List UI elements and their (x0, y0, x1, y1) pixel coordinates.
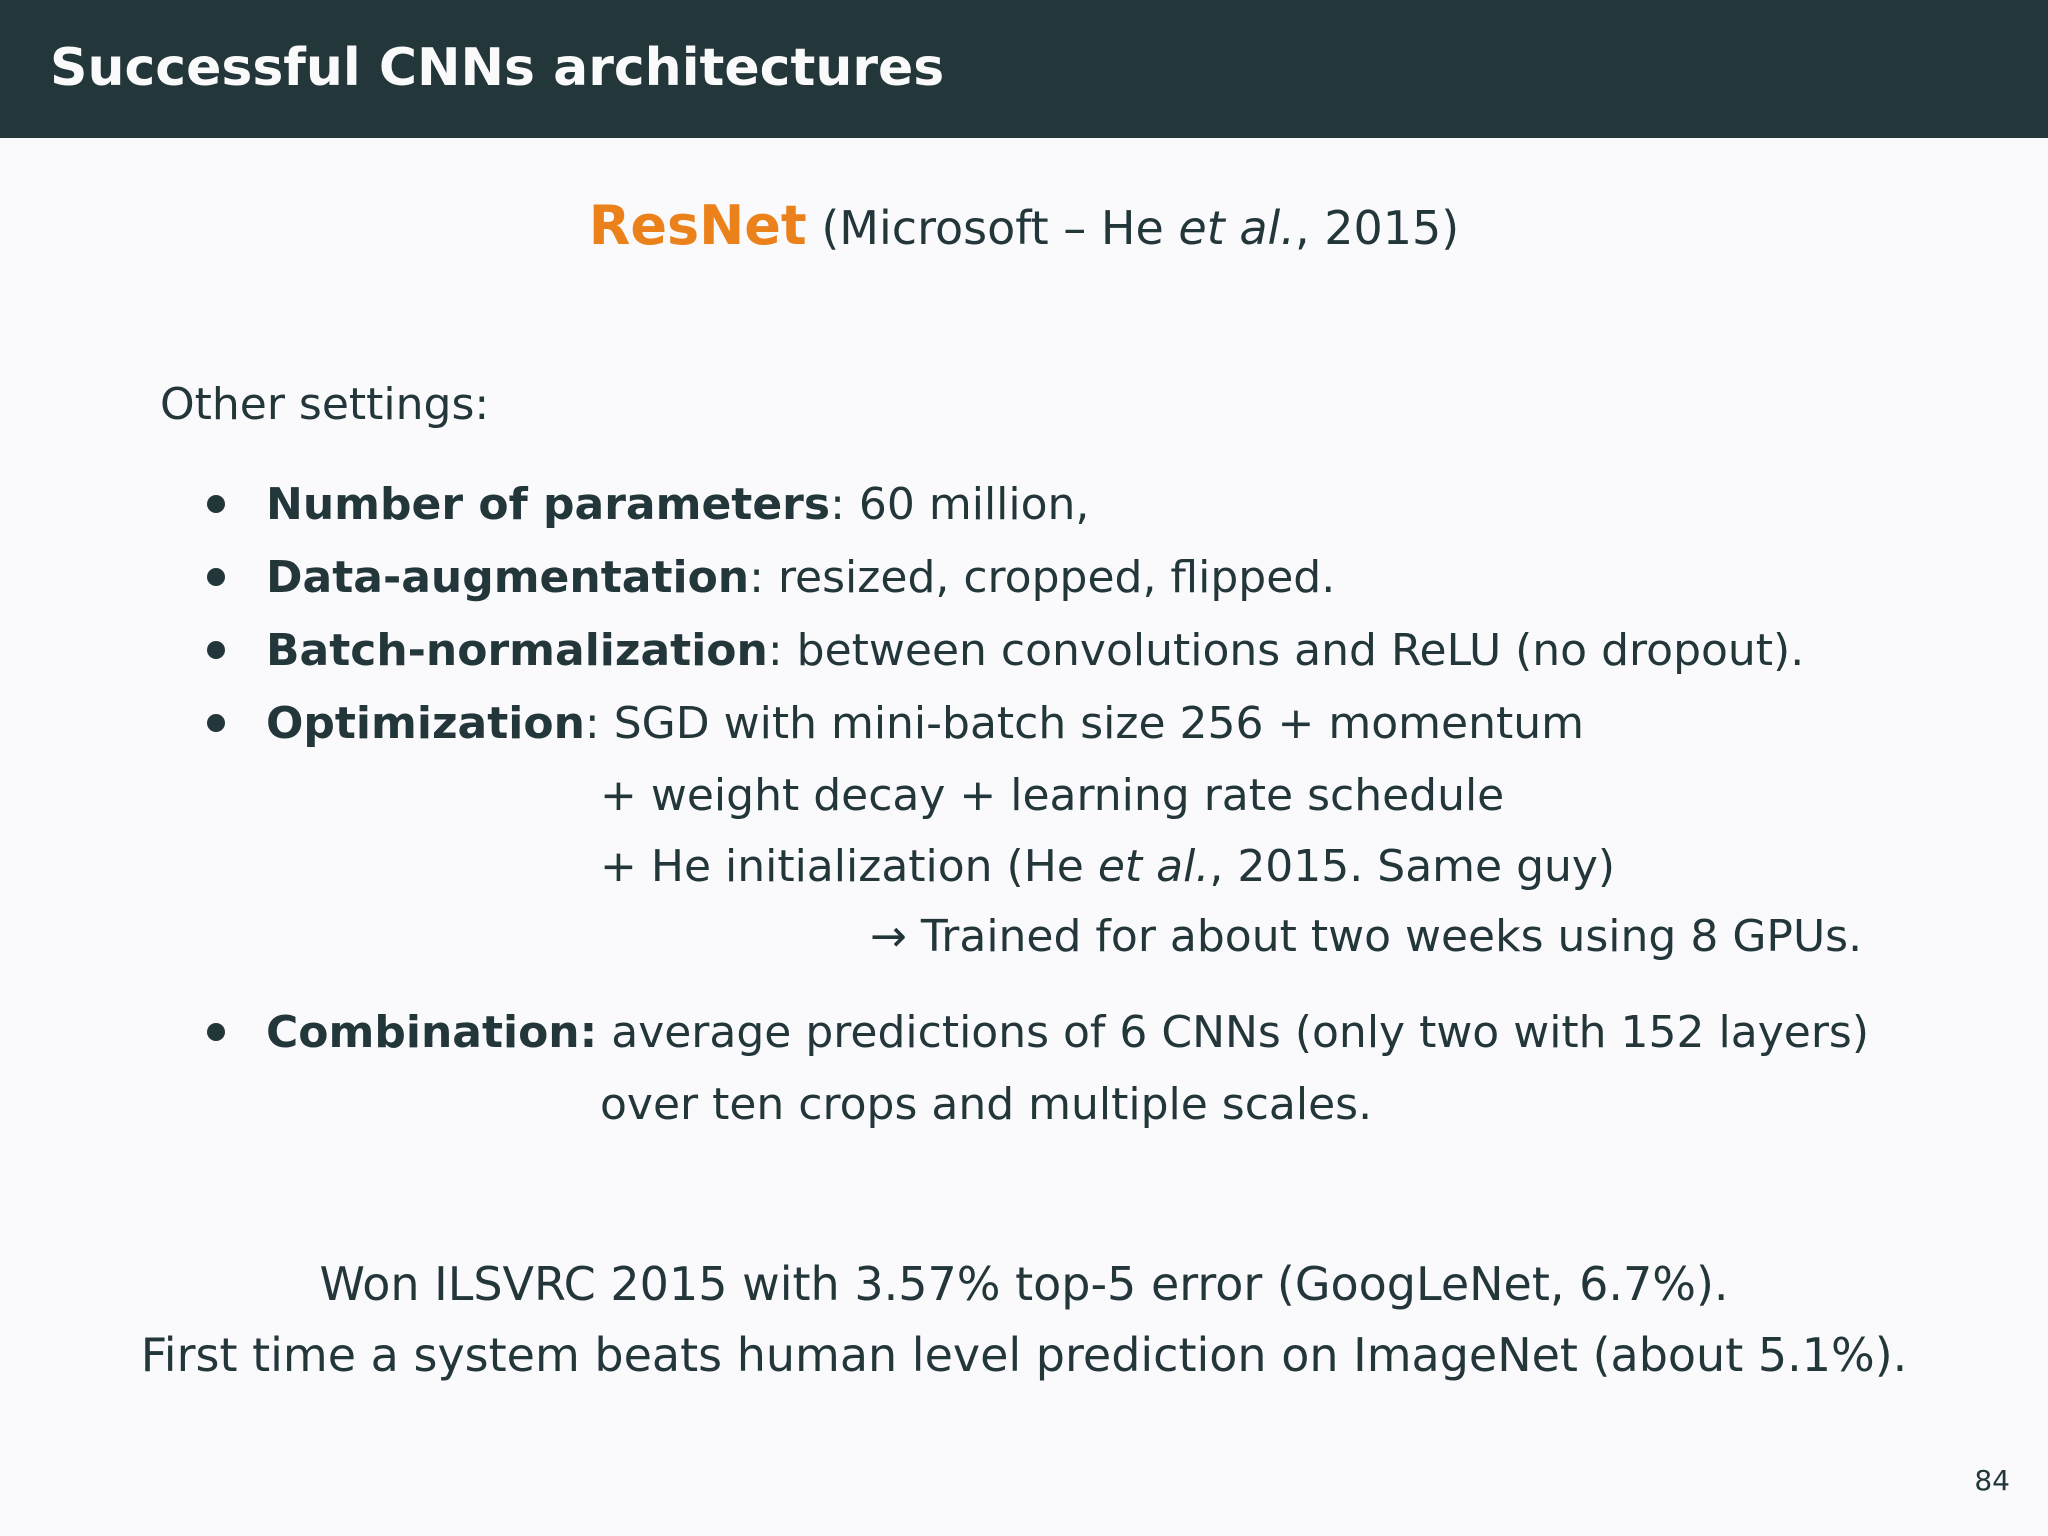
bullet-icon (207, 1023, 225, 1041)
bullet-text: average predictions of 6 CNNs (only two with 152 layers) (611, 1007, 1869, 1058)
footer-line-2: First time a system beats human level prediction on ImageNet (about 5.1%). (140, 1328, 1908, 1382)
slide-subtitle (0, 196, 2048, 258)
bullet-text: resized, cropped, flipped. (777, 552, 1336, 603)
slide-header (0, 0, 2048, 138)
bullet-sep (597, 1007, 611, 1058)
slide-title: Successful CNNs architectures (50, 38, 945, 98)
bullet-label: Combination: (266, 1007, 598, 1058)
bullet-sep: : (749, 552, 778, 603)
subtitle-pre: (Microsoft – He (806, 201, 1179, 255)
optimization-cont-post: , 2015. Same guy) (1209, 841, 1616, 892)
page-number: 84 (1974, 1464, 2010, 1497)
bullet-icon (207, 568, 225, 586)
subtitle-italic: et al. (1178, 201, 1295, 255)
bullet-text: between convolutions and ReLU (no dropout). (796, 625, 1805, 676)
optimization-cont-line-1: + weight decay + learning rate schedule (600, 770, 1505, 821)
optimization-cont-line-2 (600, 840, 1615, 894)
combination-cont-line: over ten crops and multiple scales. (600, 1079, 1373, 1130)
bullet-sep: : (584, 698, 614, 749)
bullet-icon (207, 495, 225, 513)
bullet-icon (207, 641, 225, 659)
optimization-arrow-line: → Trained for about two weeks using 8 GPUs. (870, 911, 1863, 962)
footer-line-1: Won ILSVRC 2015 with 3.57% top-5 error (GoogLeNet, 6.7%). (319, 1257, 1729, 1311)
subtitle-post: , 2015) (1294, 201, 1460, 255)
bullet-label: Number of parameters (266, 479, 831, 530)
intro-text: Other settings: (160, 379, 490, 430)
bullet-text: 60 million, (858, 479, 1090, 530)
bullet-label: Optimization (266, 698, 585, 749)
bullet-sep: : (767, 625, 797, 676)
bullet-icon (207, 714, 225, 732)
subtitle-accent: ResNet (588, 194, 807, 257)
bullet-text: SGD with mini-batch size 256 + momentum (613, 698, 1584, 749)
optimization-cont-italic: et al. (1097, 841, 1210, 892)
optimization-cont-pre: + He initialization (He (600, 841, 1098, 892)
bullet-sep: : (830, 479, 859, 530)
bullet-label: Batch-normalization (266, 625, 768, 676)
bullet-label: Data-augmentation (266, 552, 750, 603)
